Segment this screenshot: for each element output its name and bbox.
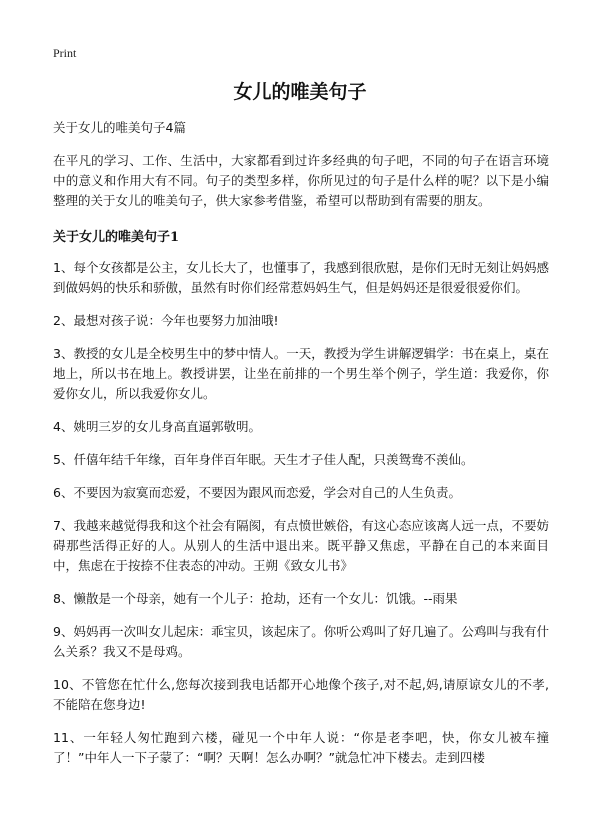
- list-item: 3、教授的女儿是全校男生中的梦中情人。一天，教授为学生讲解逻辑学：书在桌上，桌在地上，所以书在地上。教授讲罢，让坐在前排的一个男生举个例子，学生道：我爱你，你爱你女儿，所以我爱你女儿。: [53, 346, 549, 401]
- print-link[interactable]: Print: [53, 46, 77, 60]
- page-title: 女儿的唯美句子: [233, 81, 367, 103]
- list-item: 9、妈妈再一次叫女儿起床：乖宝贝，该起床了。你听公鸡叫了好几遍了。公鸡叫与我有什么关系？我又不是母鸡。: [53, 624, 549, 659]
- list-item: 5、仟僖年结千年缘，百年身伴百年眠。天生才子佳人配，只羡鸳鸯不羡仙。: [53, 452, 474, 467]
- list-item: 7、我越来越觉得我和这个社会有隔阂，有点愤世嫉俗，有这心态应该离人远一点，不要妨碍那些活得正好的人。从别人的生活中退出来。既平静又焦虑，平静在自己的本来面目中，焦虑在于按捺不住表态的冲动。王朔《致女儿书》: [53, 518, 549, 573]
- list-item: 11、一年轻人匆忙跑到六楼，碰见一个中年人说：“你是老李吧，快，你女儿被车撞了！”中年人一下子蒙了：“啊？天啊！怎么办啊？”就急忙冲下楼去。走到四楼: [53, 730, 549, 765]
- section-heading: 关于女儿的唯美句子1: [53, 230, 180, 245]
- list-item: 4、姚明三岁的女儿身高直逼郭敬明。: [53, 419, 261, 434]
- article-subtitle: 关于女儿的唯美句子4篇: [53, 120, 186, 135]
- intro-paragraph: 在平凡的学习、工作、生活中，大家都看到过许多经典的句子吧，不同的句子在语言环境中的意义和作用大有不同。句子的类型多样，你所见过的句子是什么样的呢？以下是小编整理的关于女儿的唯美句子，供大家参考借鉴，希望可以帮助到有需要的朋友。: [53, 153, 549, 208]
- list-item: 8、懒散是一个母亲，她有一个儿子：抢劫，还有一个女儿：饥饿。--雨果: [53, 591, 458, 606]
- list-item: 2、最想对孩子说：今年也要努力加油哦!: [53, 313, 279, 328]
- list-item: 6、不要因为寂寞而恋爱，不要因为跟风而恋爱，学会对自己的人生负责。: [53, 485, 461, 500]
- article-body: [53, 118, 549, 781]
- list-item: 10、不管您在忙什么,您每次接到我电话都开心地像个孩子,对不起,妈,请原谅女儿的不孝,不能陪在您身边!: [53, 677, 549, 712]
- list-item: 1、每个女孩都是公主，女儿长大了，也懂事了，我感到很欣慰，是你们无时无刻让妈妈感到做妈妈的快乐和骄傲，虽然有时你们经常惹妈妈生气，但是妈妈还是很爱很爱你们。: [53, 260, 549, 295]
